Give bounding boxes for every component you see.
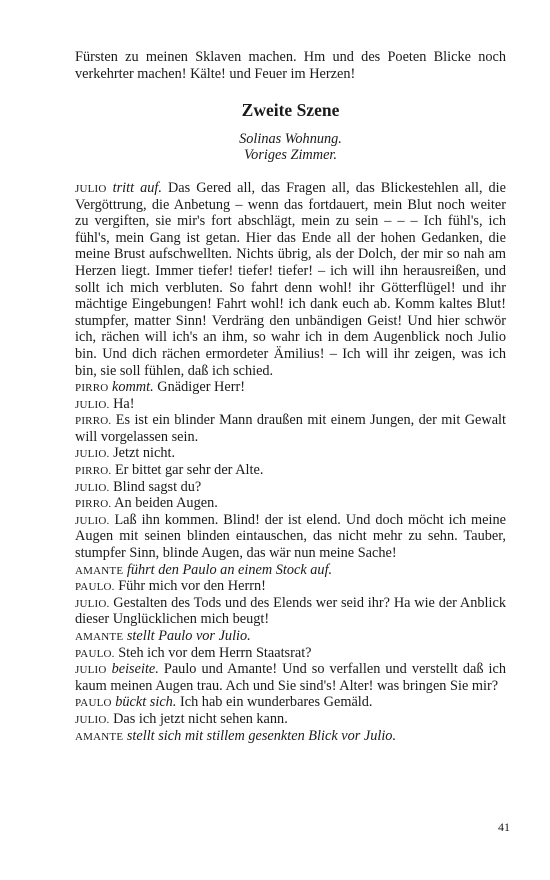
- stage-direction: bückt sich.: [115, 694, 177, 711]
- dialogue-line: [75, 562, 506, 579]
- stage-direction-location: Solinas Wohnung.: [239, 130, 342, 147]
- speaker-name: JULIO.: [75, 444, 110, 462]
- spoken-text: Das Gered all, das Fragen all, das Blickestehlen all, die Vergöttrung, die Anbetung – wenn das fortdauert, mein Blut noch weiter zu vergiften, sie mir's fort abschlägt, mein zu sein – – – Ich fühl's, ich fühl's, mein Gang ist getan. Hier das Ende all der hohen Gedanken, die meine Brust aufschwellten. Nichts übrig, als der Dolch, der mir so nah am Herzen liegt. Immer tiefer! tiefer! tiefer! – ich will ihn herausreißen, und sollt ich mich verbluten. So fahrt denn wohl! ihr Götterflügel! und ihr mächtige Eingebungen! Fahrt wohl! ich dank euch ab. Komm kaltes Blut! stumpfer, matter Sinn! Verdräng den unbändigen Geist! Und hier schwör ich, rächen will ich's an ihm, so wahr ich in dem Augenblick noch Julio bin. Und dich rächen ermordeter Ämilius! – Ich will ihr zeigen, was ich bin, sie soll fühlen, daß ich schied.: [75, 179, 507, 379]
- stage-direction: kommt.: [111, 379, 154, 396]
- dialogue-line: [75, 396, 506, 413]
- dialogue-line: [75, 694, 506, 711]
- spoken-text: Er bittet gar sehr der Alte.: [114, 462, 264, 479]
- stage-direction: stellt sich mit stillem gesenkten Blick vor Julio.: [126, 727, 397, 744]
- speaker-name: JULIO.: [75, 510, 110, 528]
- dialogue-line: [75, 412, 506, 445]
- speaker-name: PIRRO.: [75, 461, 112, 479]
- dialogue-line: [75, 512, 506, 562]
- speaker-name: AMANTE: [75, 627, 124, 644]
- speaker-name: PAULO.: [75, 643, 115, 661]
- dialogue-line: [75, 479, 506, 496]
- spoken-text: Jetzt nicht.: [113, 445, 176, 462]
- dialogue-line: [75, 462, 506, 479]
- dialogue-line: [75, 645, 506, 662]
- dialogue-line: [75, 628, 506, 645]
- stage-direction: führt den Paulo an einem Stock auf.: [126, 561, 333, 578]
- speaker-name: JULIO.: [75, 394, 110, 412]
- spoken-text: Paulo und Amante! Und so verfallen und verstellt daß ich kaum meinen Augen trau. Ach und Sie sind's! Alter! was bringen Sie mir?: [75, 661, 507, 694]
- dialogue-line: [75, 180, 506, 379]
- stage-direction-room: Voriges Zimmer.: [244, 147, 337, 164]
- spoken-text: Es ist ein blinder Mann draußen mit einem Jungen, der mit Gewalt will vorgelassen sein.: [75, 412, 506, 445]
- spoken-text: An beiden Augen.: [114, 495, 218, 512]
- speaker-name: AMANTE: [75, 560, 124, 578]
- dialogue-line: [75, 578, 506, 595]
- speaker-name: PAULO.: [75, 577, 115, 595]
- dialogue-line: [75, 445, 506, 462]
- scene-heading: Zweite Szene: [241, 100, 340, 121]
- speaker-name: PIRRO.: [75, 494, 112, 512]
- spoken-text: Das ich jetzt nicht sehen kann.: [113, 710, 288, 727]
- page-number: 41: [498, 820, 510, 834]
- dialogue-line: [75, 661, 506, 694]
- spoken-text: Steh ich vor dem Herrn Staatsrat?: [118, 644, 312, 661]
- spoken-text: Führ mich vor den Herrn!: [118, 578, 266, 595]
- speaker-name: PIRRO.: [75, 411, 112, 429]
- stage-direction: tritt auf.: [112, 179, 162, 196]
- dialogue-line: [75, 595, 506, 628]
- speaker-name: AMANTE: [75, 726, 124, 744]
- speaker-name: JULIO: [75, 660, 107, 678]
- speaker-name: PAULO: [75, 693, 112, 711]
- speaker-name: PIRRO: [75, 378, 109, 396]
- stage-direction: stellt Paulo vor Julio.: [126, 628, 251, 644]
- spoken-text: Laß ihn kommen. Blind! der ist elend. Und doch möcht ich meine Augen mit seinen blinden eintauschen, das nicht mehr zu sehn. Tauber, stumpfer Sinn, blinde Augen, das wär nun meine Sache!: [75, 511, 506, 562]
- speaker-name: JULIO.: [75, 709, 110, 727]
- spoken-text: Gestalten des Tods und des Elends wer seid ihr? Ha wie der Anblick dieser Unglücklichen mich beugt!: [75, 594, 506, 628]
- speaker-name: JULIO: [75, 178, 107, 196]
- stage-direction-block: [75, 131, 506, 164]
- dialogue-line: [75, 495, 506, 512]
- dialogue-line: [75, 711, 506, 728]
- stage-direction: beiseite.: [111, 661, 159, 678]
- dialogue-line: [75, 728, 506, 745]
- speaker-name: JULIO.: [75, 593, 110, 611]
- speaker-name: JULIO.: [75, 477, 110, 495]
- page-body: [75, 49, 506, 744]
- spoken-text: Ha!: [113, 395, 135, 412]
- spoken-text: Blind sagst du?: [113, 478, 202, 495]
- spoken-text: Gnädiger Herr!: [157, 379, 245, 396]
- intro-paragraph: Fürsten zu meinen Sklaven machen. Hm und des Poeten Blicke noch verkehrter machen! Kälte! und Feuer im Herzen!: [75, 49, 506, 82]
- dialogue-line: [75, 379, 506, 396]
- spoken-text: Ich hab ein wunderbares Gemäld.: [179, 694, 373, 711]
- dialogue: [75, 180, 506, 744]
